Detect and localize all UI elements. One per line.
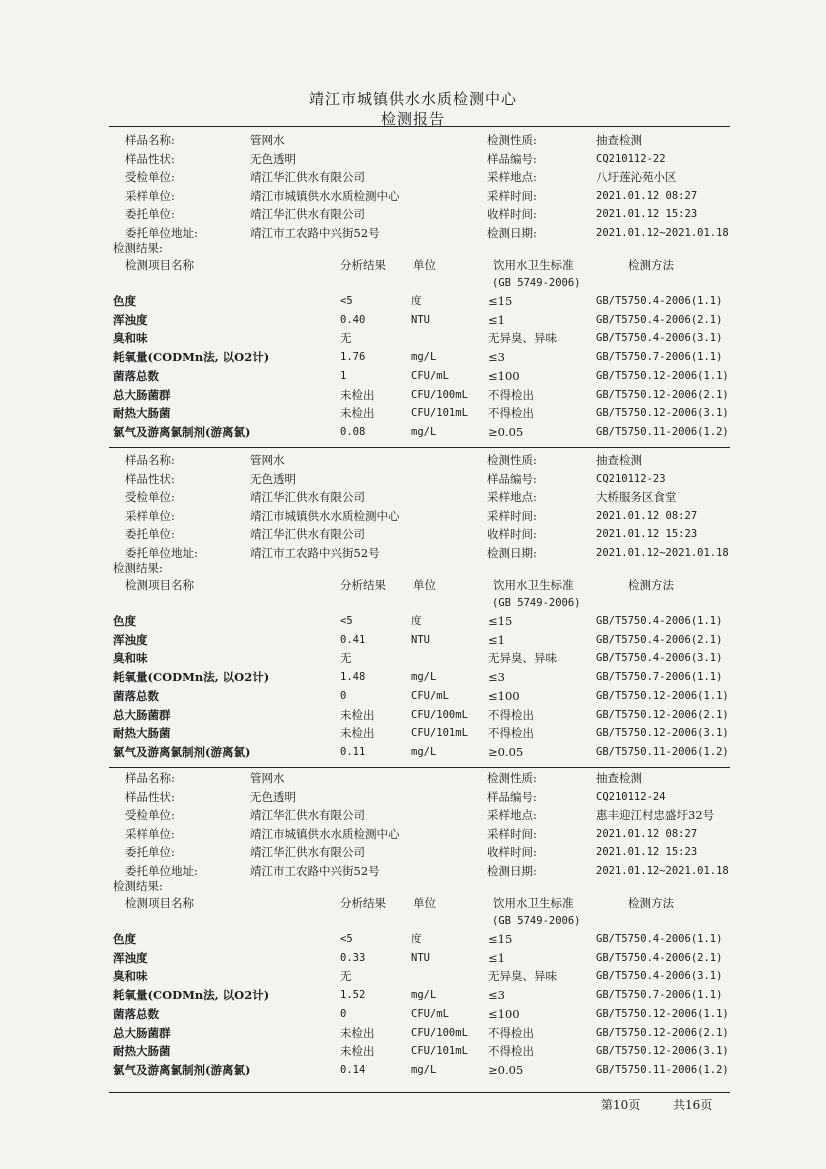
item-name: 总大肠菌群 (113, 1025, 171, 1040)
item-result: 未检出 (340, 707, 375, 722)
label-receipt-time: 收样时间: (487, 207, 537, 221)
label-sample-no: 样品编号: (487, 151, 537, 166)
item-method: GB/T5750.12-2006(1.1) (596, 689, 729, 702)
item-unit: NTU (411, 951, 430, 964)
item-method: GB/T5750.7-2006(1.1) (596, 989, 723, 1002)
value-sample-property: 无色透明 (250, 789, 296, 804)
value-inspected-unit: 靖江华汇供水有限公司 (250, 490, 365, 504)
item-method: GB/T5750.12-2006(3.1) (596, 727, 729, 740)
label-sampling-site: 采样地点: (487, 170, 537, 184)
value-sampling-unit: 靖江市城镇供水水质检测中心 (250, 188, 400, 203)
label-sampling-time: 采样时间: (487, 188, 537, 203)
value-sample-no: CQ210112-22 (596, 152, 666, 165)
item-limit: ≤3 (488, 350, 505, 365)
item-method: GB/T5750.12-2006(1.1) (596, 369, 729, 382)
label-sampling-site: 采样地点: (487, 490, 537, 504)
label-client-address: 委托单位地址: (125, 863, 198, 878)
top-rule (109, 126, 730, 127)
item-limit: ≤100 (488, 368, 520, 383)
item-method: GB/T5750.12-2006(2.1) (596, 1026, 729, 1039)
label-inspected-unit: 受检单位: (125, 490, 175, 504)
item-result: 0.40 (340, 313, 366, 326)
item-result: 无 (340, 969, 352, 984)
item-unit: mg/L (411, 745, 437, 758)
item-result: 未检出 (340, 387, 375, 402)
item-unit: 度 (411, 933, 422, 945)
item-limit: 无异臭、异味 (488, 331, 557, 346)
item-unit: mg/L (411, 351, 437, 364)
label-test-nature: 检测性质: (487, 133, 537, 147)
label-sample-property: 样品性状: (125, 789, 175, 804)
item-unit: mg/L (411, 1063, 437, 1076)
item-result: 未检出 (340, 726, 375, 741)
label-test-nature: 检测性质: (487, 453, 537, 467)
item-unit: CFU/100mL (411, 1026, 468, 1039)
item-limit: ≤3 (488, 670, 505, 685)
value-sampling-site: 惠丰迎江村忠盛圩32号 (596, 808, 715, 822)
item-method: GB/T5750.11-2006(1.2) (596, 425, 729, 438)
value-test-nature: 抽查检测 (596, 453, 642, 467)
value-client-address: 靖江市工农路中兴街52号 (250, 225, 380, 240)
value-sample-property: 无色透明 (250, 471, 296, 486)
item-method: GB/T5750.12-2006(2.1) (596, 708, 729, 721)
value-sampling-time: 2021.01.12 08:27 (596, 509, 698, 522)
column-result: 分析结果 (340, 896, 386, 910)
item-method: GB/T5750.7-2006(1.1) (596, 671, 723, 684)
block-separator (109, 767, 730, 768)
item-method: GB/T5750.12-2006(3.1) (596, 407, 729, 420)
item-method: GB/T5750.4-2006(1.1) (596, 295, 723, 307)
item-result: 0.08 (340, 425, 366, 438)
item-result: <5 (340, 295, 353, 307)
item-name: 臭和味 (113, 331, 148, 346)
item-limit: ≤1 (488, 632, 505, 647)
column-unit: 单位 (413, 258, 436, 272)
item-name: 色度 (113, 614, 136, 628)
label-sample-property: 样品性状: (125, 151, 175, 166)
item-result: 1 (340, 369, 347, 382)
column-method: 检测方法 (628, 578, 674, 592)
column-method: 检测方法 (628, 896, 674, 910)
label-client-unit: 委托单位: (125, 845, 175, 859)
item-name: 臭和味 (113, 969, 148, 984)
item-name: 总大肠菌群 (113, 387, 171, 402)
item-unit: NTU (411, 633, 430, 646)
item-result: 1.76 (340, 351, 366, 364)
column-item: 检测项目名称 (125, 258, 194, 272)
item-method: GB/T5750.4-2006(3.1) (596, 652, 723, 665)
label-test-date: 检测日期: (487, 545, 537, 560)
item-method: GB/T5750.4-2006(3.1) (596, 970, 723, 983)
column-unit: 单位 (413, 896, 436, 910)
value-sampling-time: 2021.01.12 08:27 (596, 189, 698, 202)
label-sampling-time: 采样时间: (487, 826, 537, 841)
item-name: 色度 (113, 932, 136, 946)
value-test-nature: 抽查检测 (596, 133, 642, 147)
item-unit: 度 (411, 295, 422, 307)
value-sampling-unit: 靖江市城镇供水水质检测中心 (250, 826, 400, 841)
item-unit: CFU/100mL (411, 708, 468, 721)
item-limit: ≤15 (488, 614, 513, 628)
item-limit: 不得检出 (488, 387, 534, 402)
item-limit: ≥0.05 (488, 744, 524, 759)
item-result: 1.52 (340, 989, 366, 1002)
item-name: 耐热大肠菌 (113, 1044, 171, 1059)
value-sample-name: 管网水 (250, 133, 285, 147)
column-unit: 单位 (413, 578, 436, 592)
label-test-date: 检测日期: (487, 225, 537, 240)
value-sampling-site: 大桥服务区食堂 (596, 490, 677, 504)
column-standard-code: (GB 5749-2006) (492, 915, 581, 927)
item-result: 0.14 (340, 1063, 366, 1076)
label-sampling-unit: 采样单位: (125, 826, 175, 841)
value-sample-no: CQ210112-24 (596, 790, 666, 803)
item-limit: ≤15 (488, 932, 513, 946)
label-sampling-unit: 采样单位: (125, 508, 175, 523)
item-name: 菌落总数 (113, 688, 159, 703)
item-unit: 度 (411, 615, 422, 627)
column-item: 检测项目名称 (125, 896, 194, 910)
item-limit: 不得检出 (488, 707, 534, 722)
column-standard: 饮用水卫生标准 (493, 258, 574, 272)
item-unit: CFU/100mL (411, 388, 468, 401)
value-receipt-time: 2021.01.12 15:23 (596, 208, 698, 220)
item-result: 无 (340, 331, 352, 346)
label-receipt-time: 收样时间: (487, 527, 537, 541)
value-receipt-time: 2021.01.12 15:23 (596, 528, 698, 540)
item-method: GB/T5750.4-2006(2.1) (596, 313, 723, 326)
label-client-address: 委托单位地址: (125, 545, 198, 560)
label-sampling-unit: 采样单位: (125, 188, 175, 203)
value-sample-name: 管网水 (250, 771, 285, 785)
column-result: 分析结果 (340, 578, 386, 592)
column-standard: 饮用水卫生标准 (493, 896, 574, 910)
item-name: 臭和味 (113, 651, 148, 666)
item-result: <5 (340, 615, 353, 627)
label-test-date: 检测日期: (487, 863, 537, 878)
value-sample-name: 管网水 (250, 453, 285, 467)
item-method: GB/T5750.11-2006(1.2) (596, 1063, 729, 1076)
item-result: 0.11 (340, 745, 366, 758)
item-name: 菌落总数 (113, 1006, 159, 1021)
item-name: 耗氧量(CODMn法, 以O2计) (113, 350, 270, 365)
item-result: 未检出 (340, 1044, 375, 1059)
item-limit: 不得检出 (488, 1025, 534, 1040)
item-method: GB/T5750.4-2006(3.1) (596, 332, 723, 345)
item-limit: ≤100 (488, 688, 520, 703)
item-name: 色度 (113, 294, 136, 308)
item-limit: 不得检出 (488, 726, 534, 741)
report-title: 检测报告 (380, 110, 445, 128)
item-result: 0.41 (340, 633, 366, 646)
block-separator (109, 447, 730, 448)
label-client-address: 委托单位地址: (125, 225, 198, 240)
value-inspected-unit: 靖江华汇供水有限公司 (250, 808, 365, 822)
item-method: GB/T5750.12-2006(3.1) (596, 1045, 729, 1058)
item-result: <5 (340, 933, 353, 945)
results-heading: 检测结果: (113, 561, 163, 575)
column-standard: 饮用水卫生标准 (493, 578, 574, 592)
label-test-nature: 检测性质: (487, 771, 537, 785)
item-limit: 不得检出 (488, 1044, 534, 1059)
column-standard-code: (GB 5749-2006) (492, 597, 581, 609)
results-heading: 检测结果: (113, 241, 163, 255)
item-result: 未检出 (340, 1025, 375, 1040)
label-inspected-unit: 受检单位: (125, 808, 175, 822)
label-sample-property: 样品性状: (125, 471, 175, 486)
column-standard-code: (GB 5749-2006) (492, 277, 581, 289)
item-result: 0 (340, 689, 347, 702)
item-limit: ≤1 (488, 950, 505, 965)
value-sample-property: 无色透明 (250, 151, 296, 166)
item-method: GB/T5750.11-2006(1.2) (596, 745, 729, 758)
column-item: 检测项目名称 (125, 578, 194, 592)
item-name: 浑浊度 (113, 312, 148, 327)
page-number: 第10页 (601, 1098, 641, 1112)
value-test-date: 2021.01.12~2021.01.18 (596, 226, 729, 239)
item-name: 氯气及游离氯制剂(游离氯) (113, 744, 251, 759)
item-name: 菌落总数 (113, 368, 159, 383)
item-unit: mg/L (411, 425, 437, 438)
item-unit: CFU/mL (411, 369, 449, 382)
item-limit: ≤100 (488, 1006, 520, 1021)
item-name: 耐热大肠菌 (113, 406, 171, 421)
value-inspected-unit: 靖江华汇供水有限公司 (250, 170, 365, 184)
value-client-unit: 靖江华汇供水有限公司 (250, 527, 365, 541)
value-client-address: 靖江市工农路中兴街52号 (250, 863, 380, 878)
item-result: 无 (340, 651, 352, 666)
item-unit: CFU/101mL (411, 1045, 468, 1058)
label-sample-name: 样品名称: (125, 453, 175, 467)
value-sample-no: CQ210112-23 (596, 472, 666, 485)
column-method: 检测方法 (628, 258, 674, 272)
item-name: 浑浊度 (113, 632, 148, 647)
item-unit: CFU/mL (411, 689, 449, 702)
item-name: 总大肠菌群 (113, 707, 171, 722)
item-limit: ≥0.05 (488, 1062, 524, 1077)
item-limit: 无异臭、异味 (488, 969, 557, 984)
item-limit: ≤1 (488, 312, 505, 327)
item-method: GB/T5750.4-2006(2.1) (596, 633, 723, 646)
value-test-nature: 抽查检测 (596, 771, 642, 785)
org-title: 靖江市城镇供水水质检测中心 (308, 90, 517, 108)
page-total: 共16页 (673, 1098, 713, 1112)
value-client-unit: 靖江华汇供水有限公司 (250, 207, 365, 221)
item-result: 0 (340, 1007, 347, 1020)
item-name: 浑浊度 (113, 950, 148, 965)
label-sample-no: 样品编号: (487, 789, 537, 804)
item-method: GB/T5750.12-2006(1.1) (596, 1007, 729, 1020)
item-name: 氯气及游离氯制剂(游离氯) (113, 1062, 251, 1077)
item-result: 未检出 (340, 406, 375, 421)
value-sampling-time: 2021.01.12 08:27 (596, 827, 698, 840)
value-test-date: 2021.01.12~2021.01.18 (596, 864, 729, 877)
item-method: GB/T5750.12-2006(2.1) (596, 388, 729, 401)
item-name: 耐热大肠菌 (113, 726, 171, 741)
label-inspected-unit: 受检单位: (125, 170, 175, 184)
value-sampling-site: 八圩莲沁苑小区 (596, 170, 677, 184)
label-client-unit: 委托单位: (125, 207, 175, 221)
item-method: GB/T5750.4-2006(1.1) (596, 933, 723, 945)
item-limit: 不得检出 (488, 406, 534, 421)
label-receipt-time: 收样时间: (487, 845, 537, 859)
item-unit: CFU/mL (411, 1007, 449, 1020)
label-sampling-time: 采样时间: (487, 508, 537, 523)
item-method: GB/T5750.4-2006(2.1) (596, 951, 723, 964)
label-client-unit: 委托单位: (125, 527, 175, 541)
value-sampling-unit: 靖江市城镇供水水质检测中心 (250, 508, 400, 523)
value-test-date: 2021.01.12~2021.01.18 (596, 546, 729, 559)
item-name: 氯气及游离氯制剂(游离氯) (113, 424, 251, 439)
item-limit: ≤3 (488, 988, 505, 1003)
label-sampling-site: 采样地点: (487, 808, 537, 822)
item-result: 1.48 (340, 671, 366, 684)
results-heading: 检测结果: (113, 879, 163, 893)
label-sample-name: 样品名称: (125, 133, 175, 147)
item-unit: NTU (411, 313, 430, 326)
label-sample-no: 样品编号: (487, 471, 537, 486)
value-client-unit: 靖江华汇供水有限公司 (250, 845, 365, 859)
item-unit: mg/L (411, 989, 437, 1002)
item-limit: 无异臭、异味 (488, 651, 557, 666)
column-result: 分析结果 (340, 258, 386, 272)
item-method: GB/T5750.4-2006(1.1) (596, 615, 723, 627)
item-unit: mg/L (411, 671, 437, 684)
item-unit: CFU/101mL (411, 407, 468, 420)
item-name: 耗氧量(CODMn法, 以O2计) (113, 670, 270, 685)
item-method: GB/T5750.7-2006(1.1) (596, 351, 723, 364)
item-name: 耗氧量(CODMn法, 以O2计) (113, 988, 270, 1003)
item-limit: ≥0.05 (488, 424, 524, 439)
item-unit: CFU/101mL (411, 727, 468, 740)
item-limit: ≤15 (488, 294, 513, 308)
value-client-address: 靖江市工农路中兴街52号 (250, 545, 380, 560)
bottom-rule (109, 1092, 730, 1093)
item-result: 0.33 (340, 951, 366, 964)
value-receipt-time: 2021.01.12 15:23 (596, 846, 698, 858)
label-sample-name: 样品名称: (125, 771, 175, 785)
